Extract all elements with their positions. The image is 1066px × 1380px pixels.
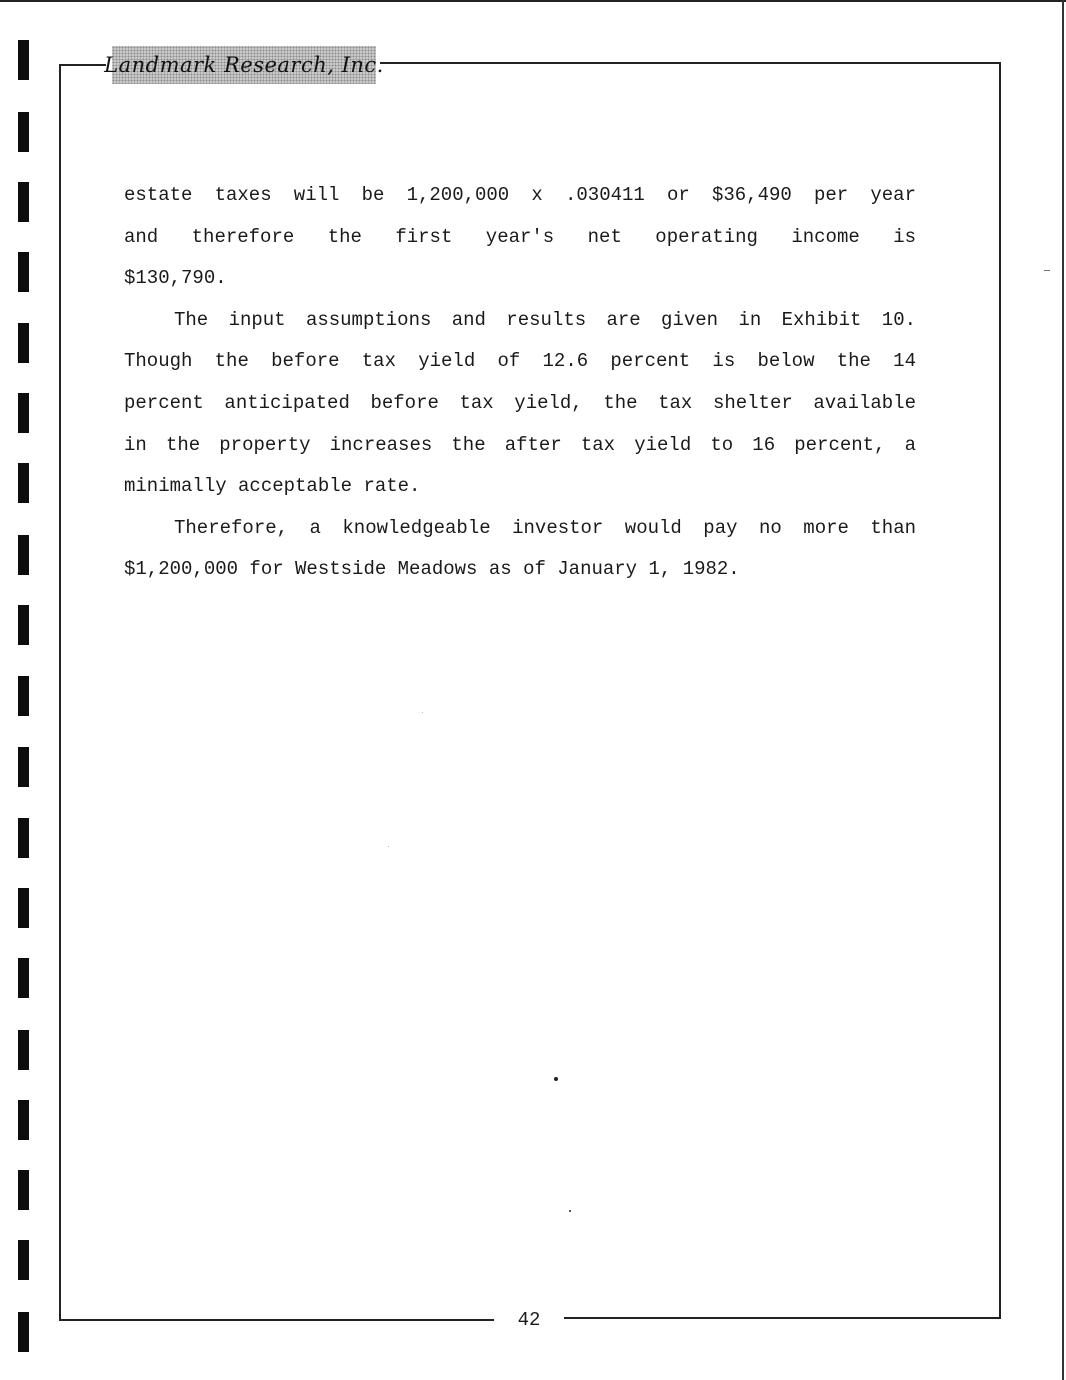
- binding-holes: [18, 0, 30, 1380]
- binding-hole: [18, 605, 29, 645]
- paragraph-1-line-2: and therefore the first year's net operating income is: [124, 225, 916, 248]
- scan-speck: [569, 1210, 571, 1212]
- binding-hole: [18, 1312, 29, 1352]
- page-frame-left: [59, 64, 61, 1320]
- paragraph-1-line-1: estate taxes will be 1,200,000 x .030411 or $36,490 per year: [124, 184, 916, 206]
- scan-speck: [388, 846, 389, 847]
- binding-hole: [18, 40, 29, 80]
- page-frame-top-left: [60, 64, 106, 66]
- company-name: Landmark Research, Inc.: [104, 53, 384, 77]
- binding-hole: [18, 1240, 29, 1280]
- scan-edge-right: [1062, 0, 1064, 1380]
- scan-speck: [422, 712, 423, 713]
- page-frame-bottom-left: [59, 1319, 494, 1321]
- binding-hole: [18, 888, 29, 928]
- binding-hole: [18, 463, 29, 503]
- binding-hole: [18, 1100, 29, 1140]
- letterhead-logo: [104, 46, 384, 84]
- binding-hole: [18, 747, 29, 787]
- paragraph-1-line-3: $130,790.: [124, 267, 227, 290]
- binding-hole: [18, 1170, 29, 1210]
- binding-hole: [18, 393, 29, 433]
- binding-hole: [18, 112, 29, 152]
- binding-hole: [18, 1030, 29, 1070]
- paragraph-3-line-1: Therefore, a knowledgeable investor would pay no more than: [174, 516, 916, 539]
- binding-hole: [18, 182, 29, 222]
- binding-hole: [18, 818, 29, 858]
- paragraph-2-line-1: The input assumptions and results are given in Exhibit 10.: [174, 308, 916, 331]
- binding-hole: [18, 958, 29, 998]
- paragraph-2-line-3: percent anticipated before tax yield, the tax shelter available: [124, 391, 916, 414]
- scan-speck: [554, 1077, 558, 1081]
- binding-hole: [18, 535, 29, 575]
- paragraph-2-line-2: Though the before tax yield of 12.6 percent is below the 14: [124, 350, 916, 373]
- page-frame-top-right: [380, 62, 1000, 64]
- binding-hole: [18, 323, 29, 363]
- binding-hole: [18, 252, 29, 292]
- scan-edge-top: [0, 0, 1066, 2]
- paragraph-2-line-4: in the property increases the after tax yield to 16 percent, a: [124, 433, 916, 456]
- paragraph-2-line-5: minimally acceptable rate.: [124, 475, 421, 498]
- scan-mark: [1044, 270, 1050, 271]
- page-frame-bottom-right: [564, 1317, 1001, 1319]
- page-number: 42: [517, 1309, 541, 1331]
- paragraph-3-line-2: $1,200,000 for Westside Meadows as of January 1, 1982.: [124, 558, 740, 581]
- document-body: [124, 175, 916, 591]
- binding-hole: [18, 676, 29, 716]
- page-frame-right: [999, 62, 1001, 1318]
